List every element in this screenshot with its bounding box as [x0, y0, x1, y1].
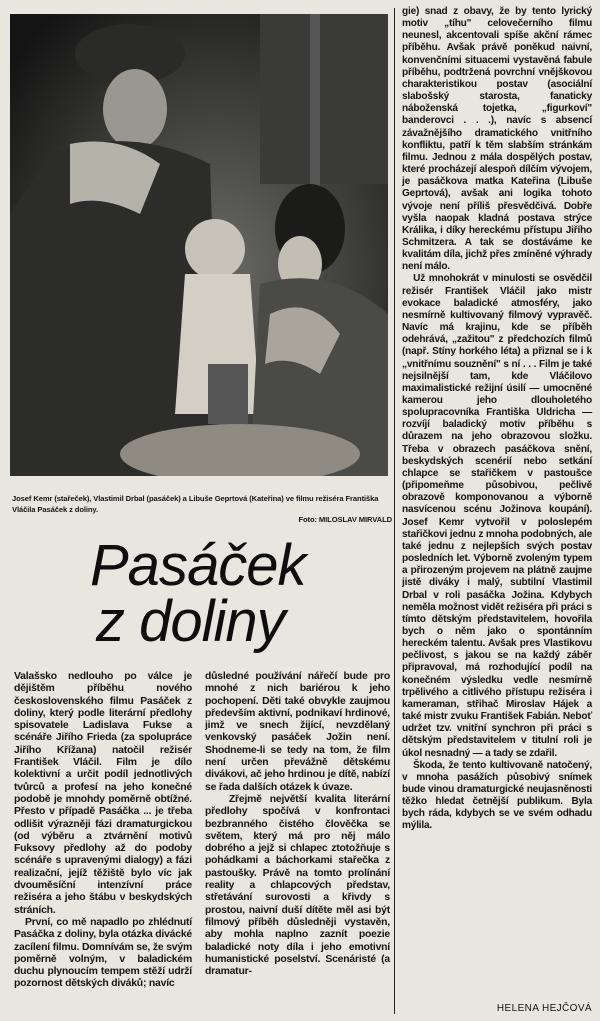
author-signature: HELENA HEJČOVÁ	[496, 1003, 592, 1014]
article-headline	[90, 533, 390, 654]
photo-caption	[12, 494, 392, 526]
article-column-2: důsledné používání nářečí bude pro mnohé z nich bariérou k jeho pochopení. Děti také obvykle zaujmou především aktivní, podnikaví hrdinové, jimž ve snech žijící, nevzdělaný venkovský pasáček Jožin není. Shodneme-li se tedy na tom, že film není určen převážně dětskému divákovi, ač jeho hrdinou je dítě, nabízí se řada dalších otázek k úvaze. Zřejmě největší kvalita literární předlohy spočívá v konfrontaci bezbranného čistého člověčka se světem, který má pro něj málo dobrého a jejž si chlapec ztotožňuje s pohádkami a báchorkami stařečka z pastoušky. Právě na tomto prolínání reality a chlapcových představ, střetávání surovosti a křivdy s prostou, naivní duší dítěte měl asi být filmový příběh důsledněji vystavěn, aby mohla naplno zaznít poezie baladické noty díla i jeho emotivní humanistické poselství. Scenáristé (a dramatur-	[205, 671, 391, 978]
photo-figures-icon	[10, 14, 388, 476]
caption-text: Josef Kemr (stařeček), Vlastimil Drbal (pasáček) a Libuše Geprtová (Kateřina) ve filmu režiséra Františka Vláčila Pasáček z doliny.	[12, 494, 379, 514]
photo-credit: Foto: MILOSLAV MIRVALD	[298, 515, 392, 524]
article-column-3: gie) snad z obavy, že by tento lyrický motiv „tíhu" celovečerního filmu neunesl, akcentovali spíše akční rámec příběhu. Avšak právě poněkud naivní, konvenčními situacemi vystavěná fabule příběhu, podtržená povrchní vnějškovou charakteristikou postav (asociální slabošský starosta, fanaticky náboženská tojetka, „figurkoví" banderovci . . .), navíc s absencí závažnějšího dramatického vnitřního konfliktu, patří k těm slabším stránkám filmu. Jednou z mála dospělých postav, které procházejí alespoň dílčím vývojem, je pasáčkova matka Kateřina (Libuše Geprtová), avšak ani logika tohoto vývoje není příliš přesvědčivá. Dobře vyšla naopak kladná postava strýce Králika, i díky hereckému přístupu Jiřího Schmitzera. A tak se dostáváme ke kvalitám díla, jichž přes zmíněné výhrady není málo. Už mnohokrát v minulosti se osvědčil režisér František Vláčil jako mistr evokace baladické atmosféry, jako nesmírně kultivovaný filmový vypravěč. Navíc má krajinu, kde se příběh odehrává, „zažitou" z předchozích filmů (např. Stíny horkého léta) a přiznal se i k „vnitřnímu souznění" s ní . . . Film je také nejsilnější tam, kde Vláčilovo maximalistické režijní úsilí — umocněné kamerou jeho dlouholetého spolupracovníka Františka Uldricha — rozvíjí baladický motiv příběhu s důrazem na jeho obrazovou složku. Třeba v obrazech pasáčkova snění, beskydských scenérií nebo setkání chlapce se stařičkem v pastoušce (připomeňme působivou, pečlivě obrazově komponovanou a výborně nasvícenou scénu Jožinova koupání). Josef Kemr vytvořil v poloslepém stařičkovi jednu z mnoha podobných, ale také jednu z nejlepších svých postav posledních let. Výborně zvoleným typem a přirozeným projevem na plátně zaujme jistě diváky i malý, subtilní Vlastimil Drbal v roli pasáčka Jožina. Kdybych neměla možnost vidět režiséra při práci s tímto dětským představitelem, hovořila bych o něm jako o spontánním hereckém talentu. Avšak pres Vlastikovu pečlivost, s jakou se na každý záběr připravoval, má rozhodující podíl na konečném výsledku vedle nesmírně trpělivého a citlivého přístupu režiséra i kameraman, střihač Miroslav Hájek a také mistr zvuku František Fabián. Neboť udržet tzv. vnitřní synchron při práci s dětským představitelem v titulní roli je úkol nesnadný — a tady se zdařil. Škoda, že tento kultivovaně natočený, v mnoha pasážích působivý snímek bude vinou dramaturgické neujasněnosti těžko hledat četnější publikum. Byla bych ráda, kdybych se ve svém odhadu mýlila.	[402, 6, 592, 832]
headline-line-1: Pasáček	[90, 533, 306, 598]
article-column-1: Valašsko nedlouho po válce je dějištěm příběhu nového československého filmu Pasáček z doliny, který podle literární předlohy spisovatele Ladislava Fukse a scénáře Jiřího Frieda (za spolupráce Jiřího Křížana) natočil režisér František Vláčil. Film je dílo kolektivní a určit podíl jednotlivých tvůrců a profesí na jeho konečné podobě je mnohdy poměrně obtížné. Přesto v případě Pasáčka ... je třeba odlišit výrazněji fázi dramaturgickou (od výběru a ztvárnění motivů Fuksovy předlohy až do podoby scénáře s upravenými dialogy) a fázi realizační, jejíž těžiště bylo víc jak dvouměsíční intenzívní práce režiséra a jeho štábu v beskydských stráních. První, co mě napadlo po zhlédnutí Pasáčka z doliny, byla otázka divácké zacílení filmu. Domnívám se, že svým poměrně volným, v baladickém duchu plynoucím tempem stěží udrží pozornost dětských diváků; navíc	[14, 671, 192, 990]
film-still-photo	[10, 14, 388, 476]
column-divider	[394, 8, 395, 1014]
headline-line-2: z doliny	[96, 589, 285, 654]
